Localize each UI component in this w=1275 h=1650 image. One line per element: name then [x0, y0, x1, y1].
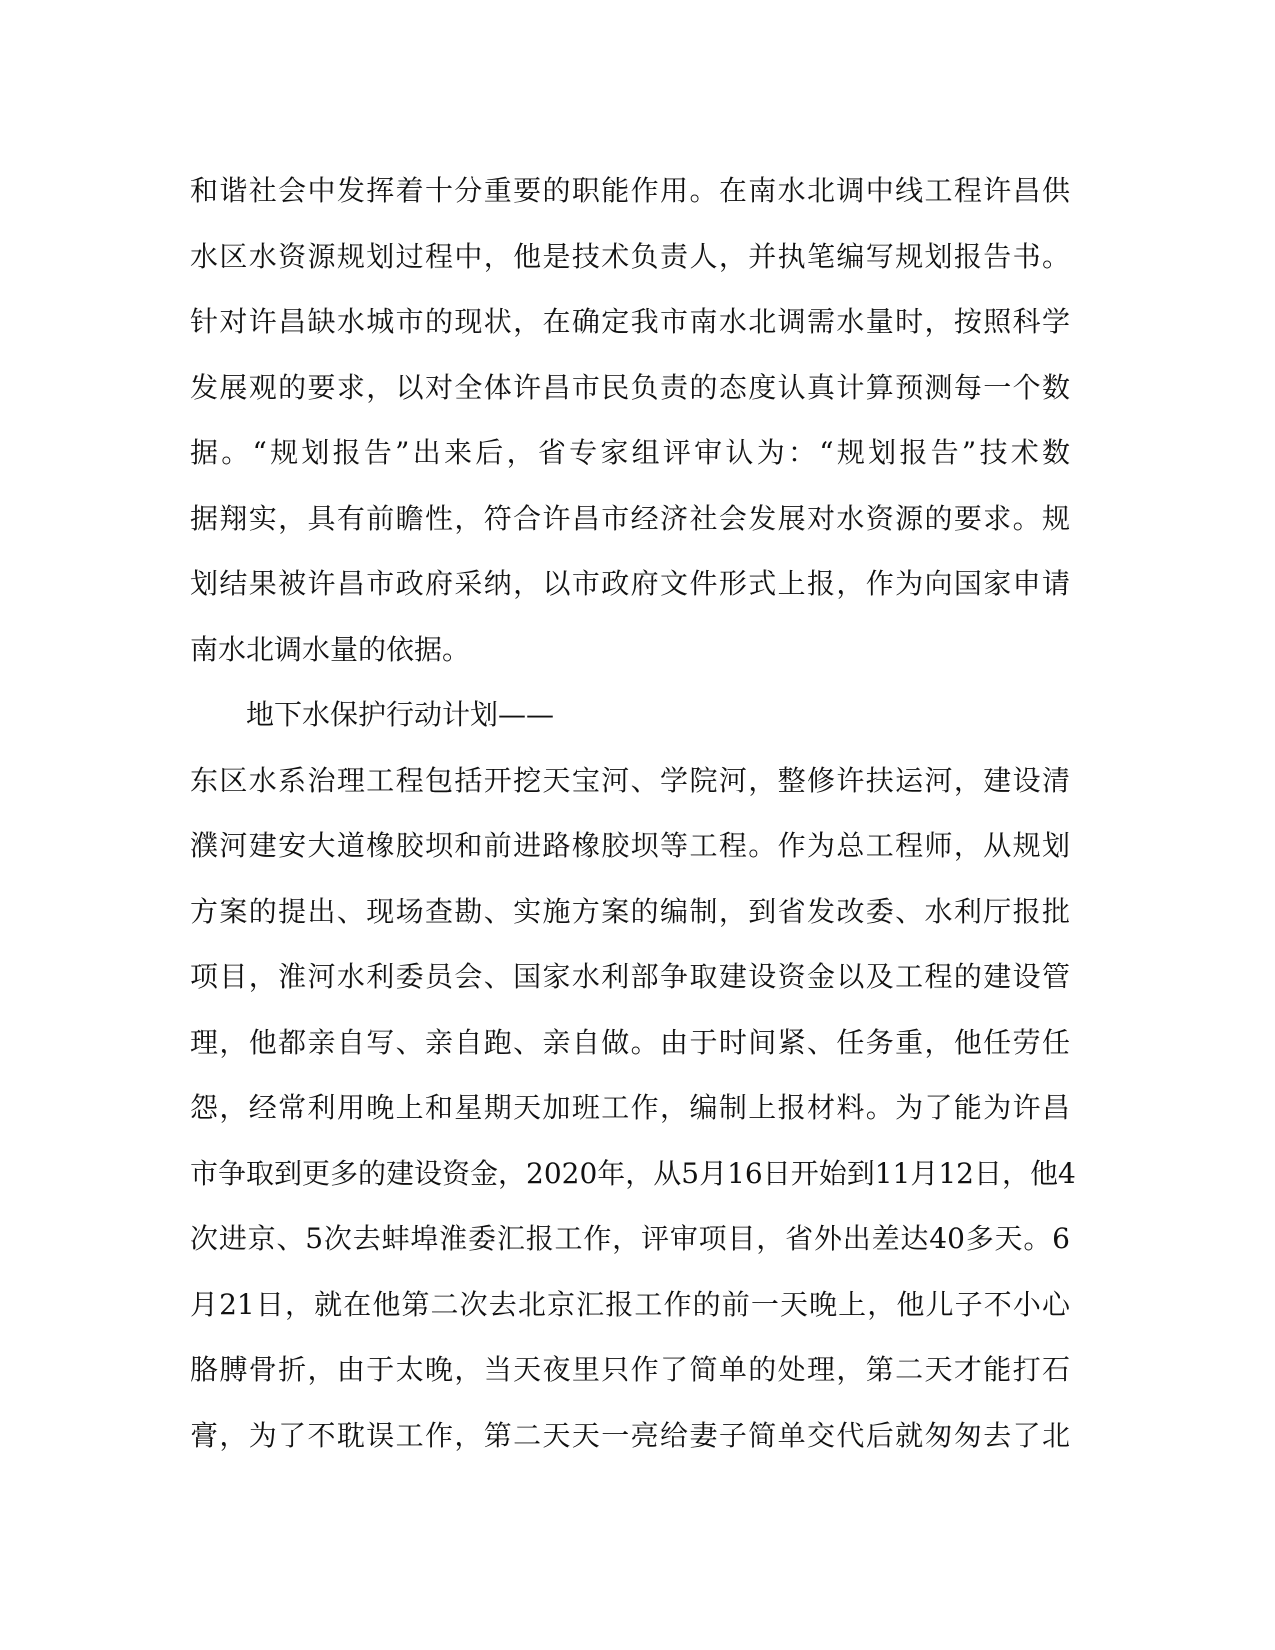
body-text: [190, 158, 1076, 1468]
text-line: 胳膊骨折，由于太晚，当天夜里只作了简单的处理，第二天才能打石: [190, 1353, 1070, 1386]
text-line: 方案的提出、现场查勘、实施方案的编制，到省发改委、水利厅报批: [190, 894, 1070, 928]
text-line: 据。“规划报告”出来后，省专家组评审认为：“规划报告”技术数: [190, 436, 1070, 469]
text-line: 针对许昌缺水城市的现状，在确定我市南水北调需水量时，按照科学: [190, 305, 1070, 338]
text-line: 月21日，就在他第二次去北京汇报工作的前一天晚上，他儿子不小心: [190, 1287, 1070, 1321]
text-line: 市争取到更多的建设资金，2020年，从5月16日开始到11月12日，他4: [190, 1156, 1076, 1190]
text-line: 项目，淮河水利委员会、国家水利部争取建设资金以及工程的建设管: [190, 960, 1070, 993]
text-line: 发展观的要求，以对全体许昌市民负责的态度认真计算预测每一个数: [190, 370, 1070, 404]
text-line: 南水北调水量的依据。: [190, 632, 471, 666]
text-line: 次进京、5次去蚌埠淮委汇报工作，评审项目，省外出差达40多天。6: [190, 1222, 1070, 1255]
text-line: 理，他都亲自写、亲自跑、亲自做。由于时间紧、任务重，他任劳任: [190, 1025, 1070, 1059]
text-line: 据翔实，具有前瞻性，符合许昌市经济社会发展对水资源的要求。规: [190, 501, 1070, 535]
text-line: 濮河建安大道橡胶坝和前进路橡胶坝等工程。作为总工程师，从规划: [190, 829, 1070, 862]
text-line: 划结果被许昌市政府采纳，以市政府文件形式上报，作为向国家申请: [190, 567, 1070, 600]
text-line: 和谐社会中发挥着十分重要的职能作用。在南水北调中线工程许昌供: [190, 174, 1070, 207]
section-heading: 地下水保护行动计划——: [246, 698, 555, 731]
text-line: 水区水资源规划过程中，他是技术负责人，并执笔编写规划报告书。: [190, 239, 1070, 273]
text-line: 东区水系治理工程包括开挖天宝河、学院河，整修许扶运河，建设清: [190, 763, 1070, 797]
text-line: 怨，经常利用晚上和星期天加班工作，编制上报材料。为了能为许昌: [190, 1091, 1070, 1124]
text-line: 膏，为了不耽误工作，第二天天一亮给妻子简单交代后就匆匆去了北: [190, 1418, 1070, 1452]
